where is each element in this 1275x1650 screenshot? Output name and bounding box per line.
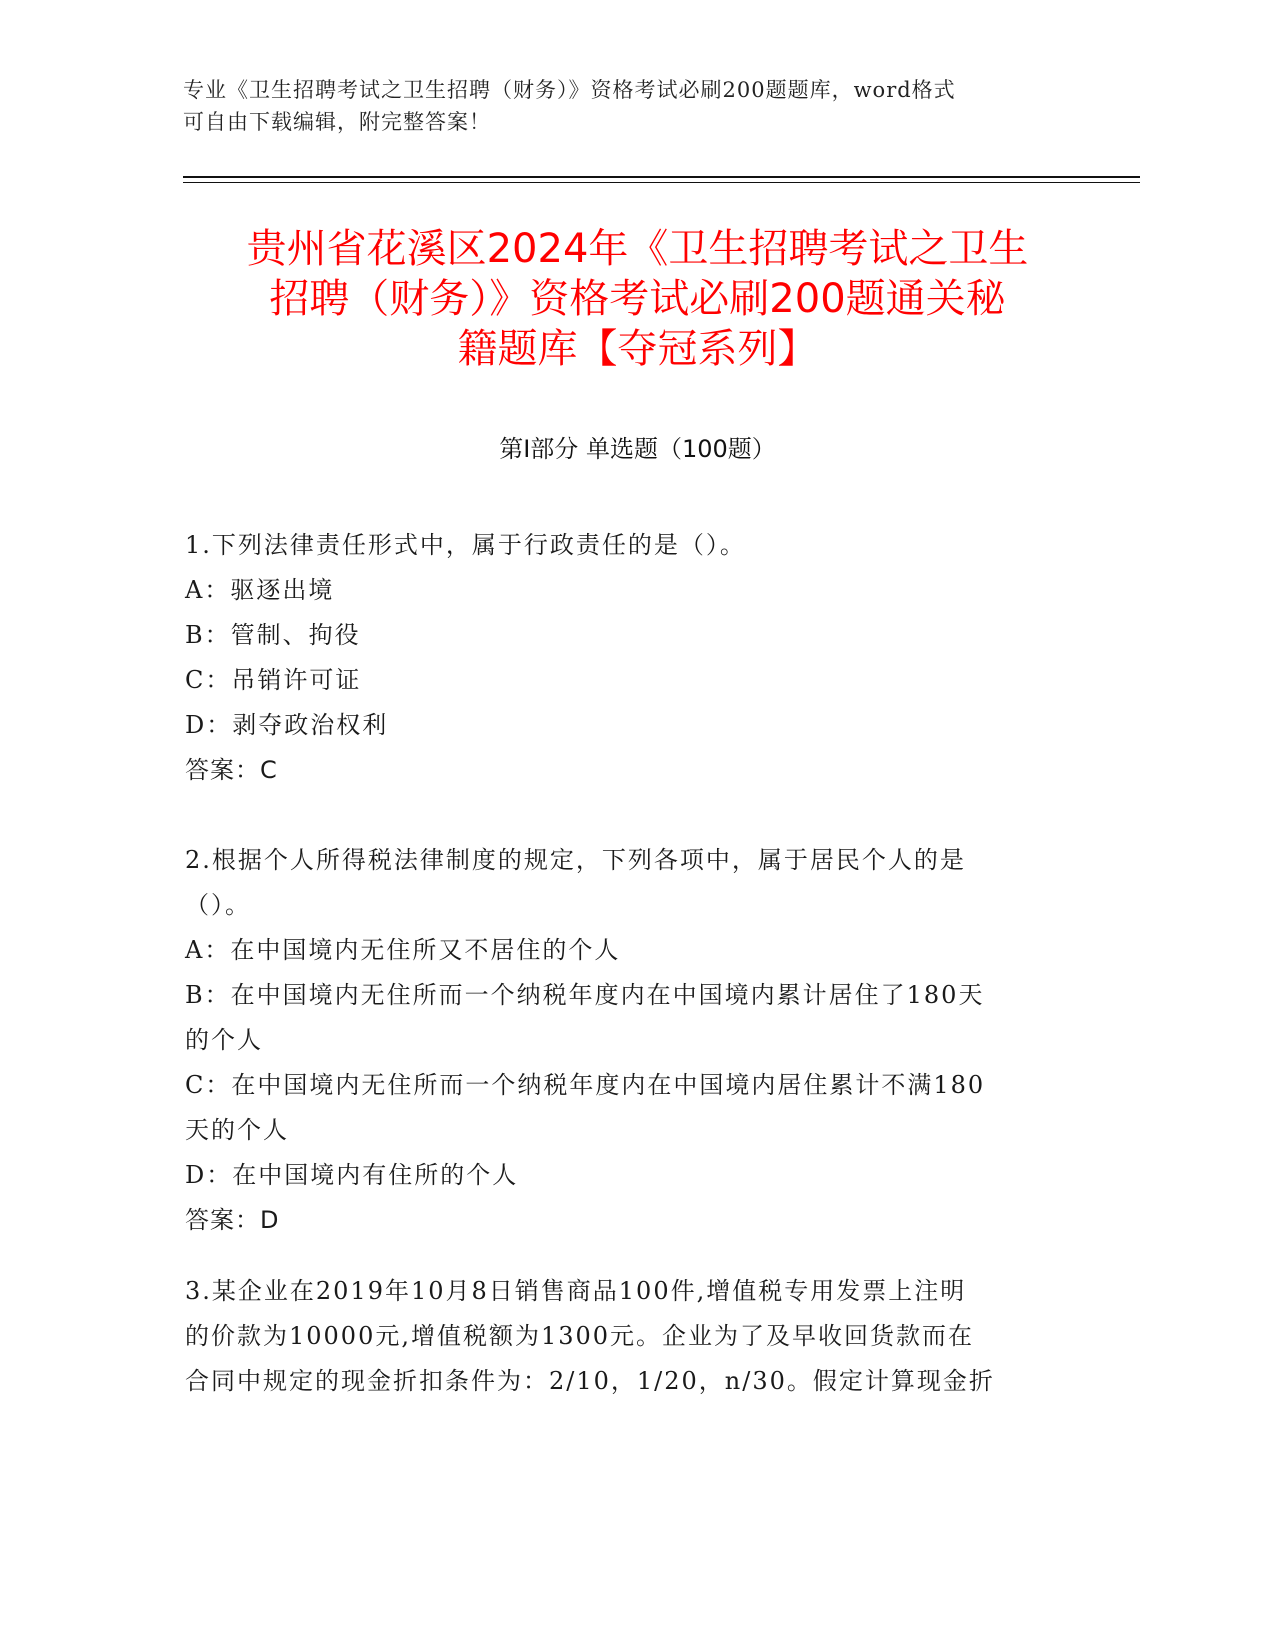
document-title	[150, 224, 1125, 374]
header-note-line-1: 专业《卫生招聘考试之卫生招聘（财务）》资格考试必刷200题题库，word格式	[183, 78, 956, 102]
option-a: A：驱逐出境	[185, 576, 335, 604]
option-b-continued: 的个人	[185, 1026, 263, 1054]
question-stem: 3.某企业在2019年10月8日销售商品100件,增值税专用发票上注明	[185, 1277, 967, 1305]
document-header-note	[183, 74, 1043, 138]
header-divider-thick	[183, 176, 1140, 178]
option-c: C：在中国境内无住所而一个纳税年度内在中国境内居住累计不满180	[185, 1071, 986, 1099]
title-line-1: 贵州省花溪区2024年《卫生招聘考试之卫生	[246, 226, 1029, 272]
header-divider-thin	[183, 182, 1140, 183]
question-stem-continued: 合同中规定的现金折扣条件为：2/10，1/20，n/30。假定计算现金折	[185, 1367, 995, 1395]
question-1	[185, 523, 1065, 793]
question-stem: 1.下列法律责任形式中，属于行政责任的是（）。	[185, 531, 746, 559]
answer-label: 答案：C	[185, 756, 278, 784]
answer-label: 答案：D	[185, 1206, 280, 1234]
option-a: A：在中国境内无住所又不居住的个人	[185, 936, 621, 964]
title-line-3: 籍题库【夺冠系列】	[457, 326, 818, 372]
option-d: D：在中国境内有住所的个人	[185, 1161, 519, 1189]
question-3	[185, 1269, 1065, 1404]
section-title: 第Ⅰ部分 单选题（100题）	[499, 435, 776, 463]
question-stem-continued: （）。	[185, 891, 251, 919]
option-d: D：剥夺政治权利	[185, 711, 389, 739]
option-c: C：吊销许可证	[185, 666, 362, 694]
option-b: B：管制、拘役	[185, 621, 361, 649]
title-line-2: 招聘（财务）》资格考试必刷200题通关秘	[269, 276, 1006, 322]
option-b: B：在中国境内无住所而一个纳税年度内在中国境内累计居住了180天	[185, 981, 985, 1009]
question-stem: 2.根据个人所得税法律制度的规定，下列各项中，属于居民个人的是	[185, 846, 966, 874]
question-stem-continued: 的价款为10000元,增值税额为1300元。企业为了及早收回货款而在	[185, 1322, 975, 1350]
question-2	[185, 838, 1065, 1243]
header-note-line-2: 可自由下载编辑，附完整答案！	[183, 110, 491, 134]
option-c-continued: 天的个人	[185, 1116, 289, 1144]
